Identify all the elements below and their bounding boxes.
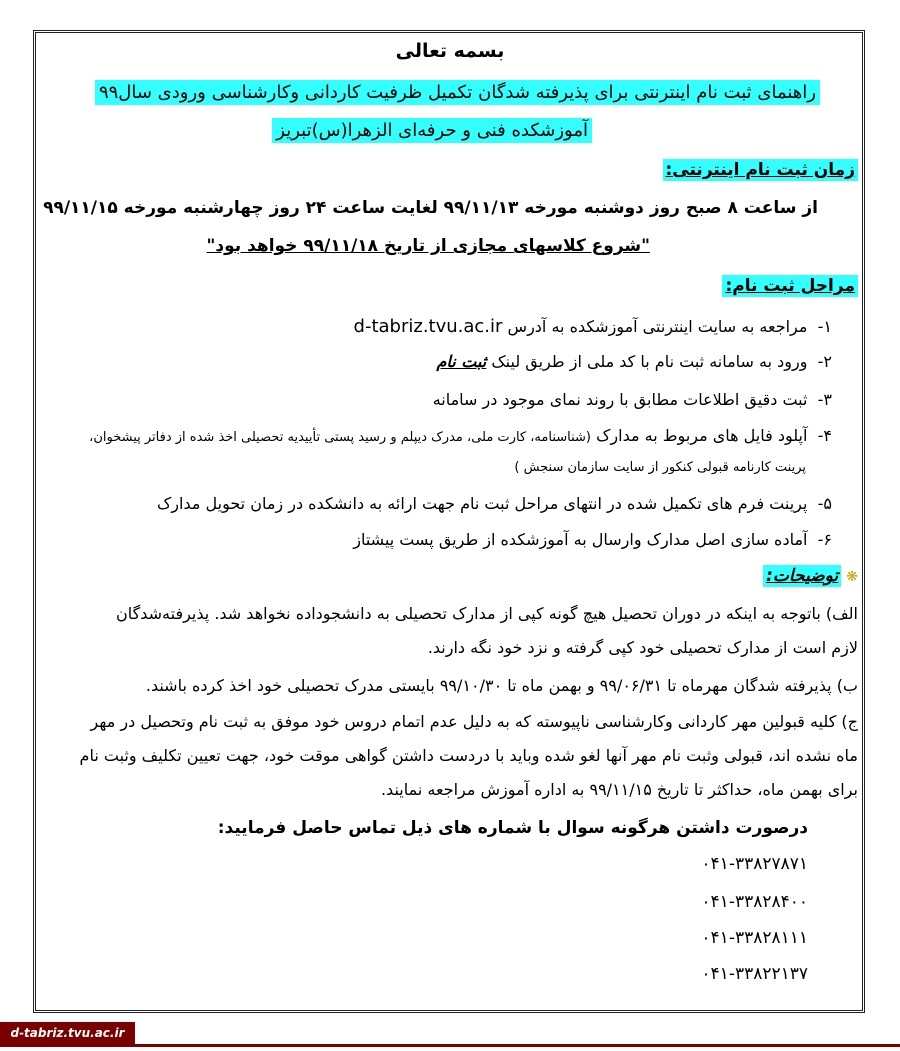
footer-site-badge[interactable]: d-tabriz.tvu.ac.ir bbox=[0, 1022, 135, 1044]
step-1: ۱- مراجعه به سایت اینترنتی آموزشکده به آدرس d-tabriz.tvu.ac.ir bbox=[353, 316, 832, 337]
note-alef-2: لازم است از مدارک تحصیلی خود کپی گرفته و نزد خود نگه دارند. bbox=[427, 638, 858, 657]
step-4-detail: پرینت کارنامه قبولی کنکور از سایت سازمان سنجش ) bbox=[514, 460, 806, 475]
star-bullet-icon: ❋ bbox=[846, 569, 858, 585]
note-jim-1: ج) کلیه قبولین مهر کاردانی وکارشناسی ناپیوسته که به دلیل عدم اتمام دروس خود موفق به ثبت نام وتحصیل در مهر bbox=[90, 712, 858, 731]
step-6: ۶- آماده سازی اصل مدارک وارسال به آموزشکده از طریق پست پیشتاز bbox=[353, 530, 832, 549]
note-jim-2: ماه نشده اند، قبولی وثبت نام مهر آنها لغو شده وباید با دردست داشتن گواهی موقت خود، جهت تعیین تکلیف وثبت نام bbox=[79, 746, 858, 765]
notes-heading: ❋ توضیحات: bbox=[763, 566, 858, 586]
step-5: ۵- پرینت فرم های تکمیل شده در انتهای مراحل ثبت نام جهت ارائه به دانشکده در زمان تحویل مدارک bbox=[156, 494, 832, 513]
note-jim-3: برای بهمن ماه، حداکثر تا تاریخ ۹۹/۱۱/۱۵ به اداره آموزش مراجعه نمایند. bbox=[380, 780, 858, 799]
step-2: ۲- ورود به سامانه ثبت نام با کد ملی از طریق لینک ثبت نام bbox=[436, 352, 832, 371]
phone-number: ۰۴۱-۳۳۸۲۷۸۷۱ bbox=[701, 854, 808, 874]
schedule-heading: زمان ثبت نام اینترنتی: bbox=[663, 160, 859, 180]
title-line-2: آموزشکده فنی و حرفه‌ای الزهرا(س)تبریز bbox=[272, 120, 592, 141]
note-alef-1: الف) باتوجه به اینکه در دوران تحصیل هیچ گونه کپی از مدارک تحصیلی به دانشجوداده نخواهد شد. پذیرفته‌شدگان bbox=[116, 604, 858, 623]
contact-heading: درصورت داشتن هرگونه سوال با شماره های ذیل تماس حاصل فرمایید: bbox=[217, 818, 808, 838]
steps-heading: مراحل ثبت نام: bbox=[722, 276, 858, 296]
phone-number: ۰۴۱-۳۳۸۲۲۱۳۷ bbox=[701, 964, 808, 984]
step-3: ۳- ثبت دقیق اطلاعات مطابق با روند نمای موجود در سامانه bbox=[432, 390, 832, 409]
phone-number: ۰۴۱-۳۳۸۲۸۱۱۱ bbox=[701, 928, 808, 948]
register-link[interactable]: ثبت نام bbox=[436, 352, 487, 371]
schedule-dates: از ساعت ۸ صبح روز دوشنبه مورخه ۹۹/۱۱/۱۳ لغایت ساعت ۲۴ روز چهارشنبه مورخه ۹۹/۱۱/۱۵ bbox=[43, 198, 818, 218]
phone-number: ۰۴۱-۳۳۸۲۸۴۰۰ bbox=[701, 892, 808, 912]
school-website-link[interactable]: d-tabriz.tvu.ac.ir bbox=[353, 316, 503, 337]
title-line-1: راهنمای ثبت نام اینترنتی برای پذیرفته شدگان تکمیل ظرفیت کاردانی وکارشناسی ورودی سال۹۹ bbox=[95, 82, 820, 103]
step-4: ۴- آپلود فایل های مربوط به مدارک (شناسنامه، کارت ملی، مدرک دیپلم و رسید پستی تأییدیه تحصیلی اخذ شده از دفاتر پیشخوان، bbox=[89, 426, 832, 445]
footer-divider bbox=[0, 1044, 900, 1047]
note-be: ب) پذیرفته شدگان مهرماه تا ۹۹/۰۶/۳۱ و بهمن ماه تا ۹۹/۱۰/۳۰ بایستی مدرک تحصیلی خود اخذ کرده باشند. bbox=[145, 676, 858, 695]
classes-start: "شروع کلاسهای مجازی از تاریخ ۹۹/۱۱/۱۸ خواهد بود" bbox=[206, 236, 650, 256]
bismillah-heading: بسمه تعالی bbox=[395, 40, 505, 62]
